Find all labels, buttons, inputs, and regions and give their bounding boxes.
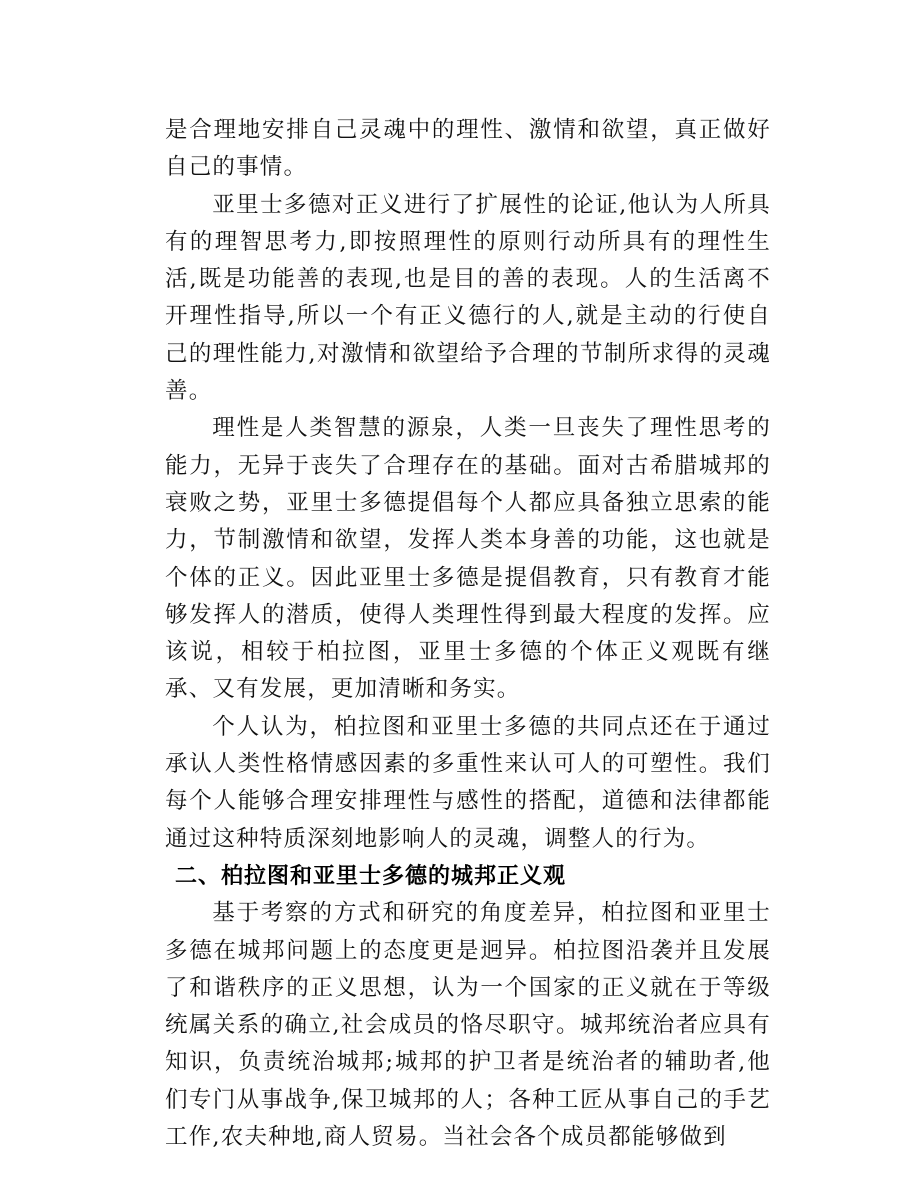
paragraph-personal-view: 个人认为，柏拉图和亚里士多德的共同点还在于通过承认人类性格情感因素的多重性来认可人的可塑性。我们每个人能够合理安排理性与感性的搭配，道德和法律都能通过这种特质深刻地影响人的灵魂，调整人的行为。 [165,713,771,852]
paragraph-reason: 理性是人类智慧的源泉，人类一旦丧失了理性思考的能力，无异于丧失了合理存在的基础。面对古希腊城邦的衰败之势，亚里士多德提倡每个人都应具备独立思索的能力，节制激情和欲望，发挥人类本身善的功能，这也就是个体的正义。因此亚里士多德是提倡教育，只有教育才能够发挥人的潜质，使得人类理性得到最大程度的发挥。应该说，相较于柏拉图，亚里士多德的个体正义观既有继承、又有发展，更加清晰和务实。 [165,415,771,703]
paragraph-aristotle-justice: 亚里士多德对正义进行了扩展性的论证,他认为人所具有的理智思考力,即按照理性的原则行动所具有的理性生活,既是功能善的表现,也是目的善的表现。人的生活离不开理性指导,所以一个有正义德行的人,就是主动的行使自己的理性能力,对激情和欲望给予合理的节制所求得的灵魂善。 [165,191,771,405]
paragraph-continuation: 是合理地安排自己灵魂中的理性、激情和欲望，真正做好自己的事情。 [165,117,771,181]
paragraph-city-state: 基于考察的方式和研究的角度差异，柏拉图和亚里士多德在城邦问题上的态度更是迥异。柏拉图沿袭并且发展了和谐秩序的正义思想，认为一个国家的正义就在于等级统属关系的确立,社会成员的恪尽职守。城邦统治者应具有知识，负责统治城邦;城邦的护卫者是统治者的辅助者,他们专门从事战争,保卫城邦的人；各种工匠从事自己的手艺工作,农夫种地,商人贸易。当社会各个成员都能够做到 [165,900,771,1151]
body-text [165,112,771,1156]
section-heading: 二、柏拉图和亚里士多德的城邦正义观 [175,863,567,889]
